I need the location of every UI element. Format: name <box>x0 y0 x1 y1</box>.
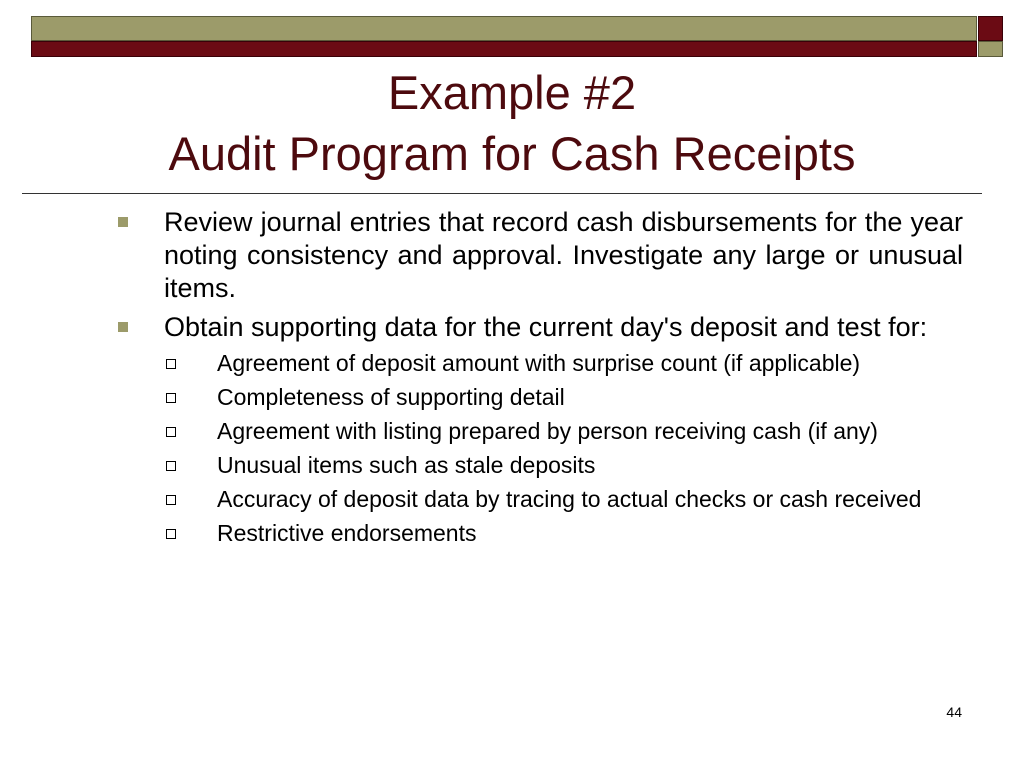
hollow-square-bullet-icon <box>166 529 176 539</box>
sub-bullet-text: Unusual items such as stale deposits <box>217 452 596 478</box>
square-bullet-icon <box>118 322 128 332</box>
bullet-text: Review journal entries that record cash disbursements for the year noting consistency and approval. Investigate any large or unusual items. <box>164 207 963 303</box>
hollow-square-bullet-icon <box>166 495 176 505</box>
sub-bullet-item <box>110 384 963 410</box>
hollow-square-bullet-icon <box>166 393 176 403</box>
header-bar-olive <box>31 16 977 41</box>
sub-bullet-text: Completeness of supporting detail <box>217 384 565 410</box>
title-divider <box>22 193 982 194</box>
sub-bullet-item <box>110 418 963 444</box>
bullet-item-review <box>110 206 963 305</box>
sub-bullet-list <box>110 350 963 546</box>
bullet-text: Obtain supporting data for the current day's deposit and test for: <box>164 312 928 342</box>
title-line-1: Example #2 <box>387 66 637 119</box>
header-square-olive <box>978 41 1003 57</box>
sub-bullet-text: Accuracy of deposit data by tracing to actual checks or cash received <box>217 486 922 512</box>
header-square-maroon <box>978 16 1003 41</box>
page-number: 44 <box>946 704 962 720</box>
sub-bullet-item <box>110 486 963 512</box>
hollow-square-bullet-icon <box>166 461 176 471</box>
title-line-2: Audit Program for Cash Receipts <box>168 127 856 180</box>
square-bullet-icon <box>118 217 128 227</box>
slide-title <box>30 62 994 184</box>
hollow-square-bullet-icon <box>166 359 176 369</box>
bullet-item-obtain <box>110 311 963 344</box>
sub-bullet-text: Agreement of deposit amount with surprise count (if applicable) <box>217 350 861 376</box>
bullet-list <box>110 206 963 554</box>
sub-bullet-item <box>110 520 963 546</box>
sub-bullet-text: Agreement with listing prepared by person receiving cash (if any) <box>217 418 878 444</box>
hollow-square-bullet-icon <box>166 427 176 437</box>
sub-bullet-item <box>110 350 963 376</box>
sub-bullet-text: Restrictive endorsements <box>217 520 477 546</box>
header-bar-maroon <box>31 41 977 57</box>
sub-bullet-item <box>110 452 963 478</box>
